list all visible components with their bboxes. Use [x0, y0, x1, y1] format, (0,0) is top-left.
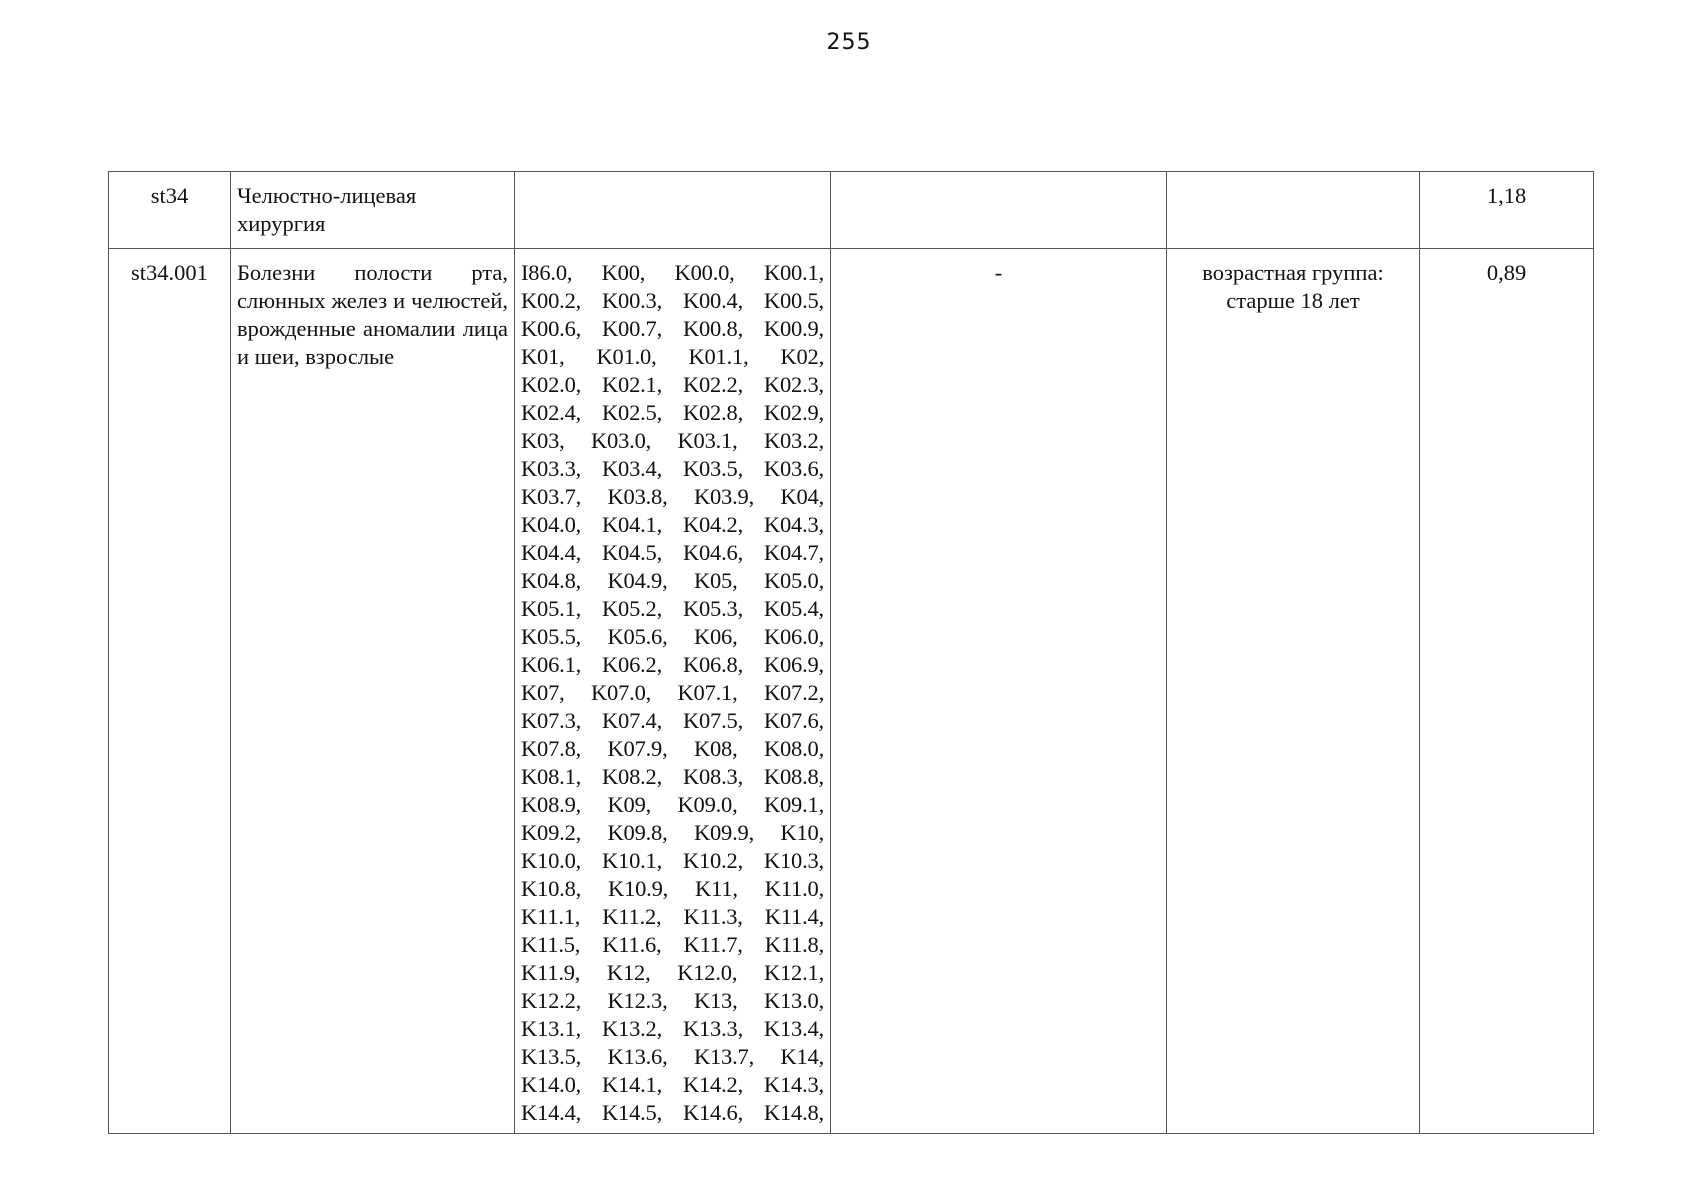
- diagnosis-code-line: K07.8, K07.9, K08, K08.0,: [521, 736, 824, 761]
- section-row: [109, 172, 1594, 249]
- diagnosis-code-line: K03.3, K03.4, K03.5, K03.6,: [521, 456, 824, 481]
- diagnosis-code-line: K02.4, K02.5, K02.8, K02.9,: [521, 400, 824, 425]
- group-code-cell: st34.001: [109, 249, 231, 1134]
- diagnosis-code-line: K10.8, K10.9, K11, K11.0,: [521, 876, 824, 901]
- diagnosis-code-line: K07.3, K07.4, K07.5, K07.6,: [521, 708, 824, 733]
- section-criteria-cell: [1167, 172, 1420, 249]
- diagnosis-code-line: I86.0, K00, K00.0, K00.1,: [521, 260, 824, 285]
- group-service-cell: -: [831, 249, 1167, 1134]
- ksg-table: [108, 171, 1594, 1134]
- diagnosis-code-line: K07, K07.0, K07.1, K07.2,: [521, 680, 824, 705]
- diagnosis-code-line: K11.5, K11.6, K11.7, K11.8,: [521, 932, 824, 957]
- diagnosis-code-line: K04.0, K04.1, K04.2, K04.3,: [521, 512, 824, 537]
- section-diagnosis-cell: [515, 172, 831, 249]
- diagnosis-code-list: [521, 259, 824, 1127]
- diagnosis-code-line: K11.1, K11.2, K11.3, K11.4,: [521, 904, 824, 929]
- diagnosis-code-line: K09.2, K09.8, K09.9, K10,: [521, 820, 824, 845]
- group-diagnosis-cell: [515, 249, 831, 1134]
- diagnosis-code-line: K06.1, K06.2, K06.8, K06.9,: [521, 652, 824, 677]
- group-row: [109, 249, 1594, 1134]
- group-name-cell: Болезни полости рта, слюнных желез и челюстей, врожденные аномалии лица и шеи, взрослые: [231, 249, 515, 1134]
- group-criteria-cell: возрастная группа: старше 18 лет: [1167, 249, 1420, 1134]
- diagnosis-code-line: K05.5, K05.6, K06, K06.0,: [521, 624, 824, 649]
- diagnosis-code-line: K08.9, K09, K09.0, K09.1,: [521, 792, 824, 817]
- diagnosis-code-line: K14.4, K14.5, K14.6, K14.8,: [521, 1100, 824, 1125]
- diagnosis-code-line: K05.1, K05.2, K05.3, K05.4,: [521, 596, 824, 621]
- section-name-cell: Челюстно-лицевая хирургия: [231, 172, 515, 249]
- diagnosis-code-line: K13.1, K13.2, K13.3, K13.4,: [521, 1016, 824, 1041]
- diagnosis-code-line: K14.0, K14.1, K14.2, K14.3,: [521, 1072, 824, 1097]
- group-coefficient-cell: 0,89: [1420, 249, 1594, 1134]
- section-coefficient-cell: 1,18: [1420, 172, 1594, 249]
- diagnosis-code-line: K01, K01.0, K01.1, K02,: [521, 344, 824, 369]
- diagnosis-code-line: K13.5, K13.6, K13.7, K14,: [521, 1044, 824, 1069]
- section-service-cell: [831, 172, 1167, 249]
- section-code-cell: st34: [109, 172, 231, 249]
- diagnosis-code-line: K10.0, K10.1, K10.2, K10.3,: [521, 848, 824, 873]
- diagnosis-code-line: K04.8, K04.9, K05, K05.0,: [521, 568, 824, 593]
- page-number: 255: [826, 30, 872, 55]
- diagnosis-code-line: K08.1, K08.2, K08.3, K08.8,: [521, 764, 824, 789]
- diagnosis-code-line: K11.9, K12, K12.0, K12.1,: [521, 960, 824, 985]
- diagnosis-code-line: K00.2, K00.3, K00.4, K00.5,: [521, 288, 824, 313]
- diagnosis-code-line: K00.6, K00.7, K00.8, K00.9,: [521, 316, 824, 341]
- diagnosis-code-line: K04.4, K04.5, K04.6, K04.7,: [521, 540, 824, 565]
- diagnosis-code-line: K02.0, K02.1, K02.2, K02.3,: [521, 372, 824, 397]
- diagnosis-code-line: K12.2, K12.3, K13, K13.0,: [521, 988, 824, 1013]
- diagnosis-code-line: K03.7, K03.8, K03.9, K04,: [521, 484, 824, 509]
- diagnosis-code-line: K03, K03.0, K03.1, K03.2,: [521, 428, 824, 453]
